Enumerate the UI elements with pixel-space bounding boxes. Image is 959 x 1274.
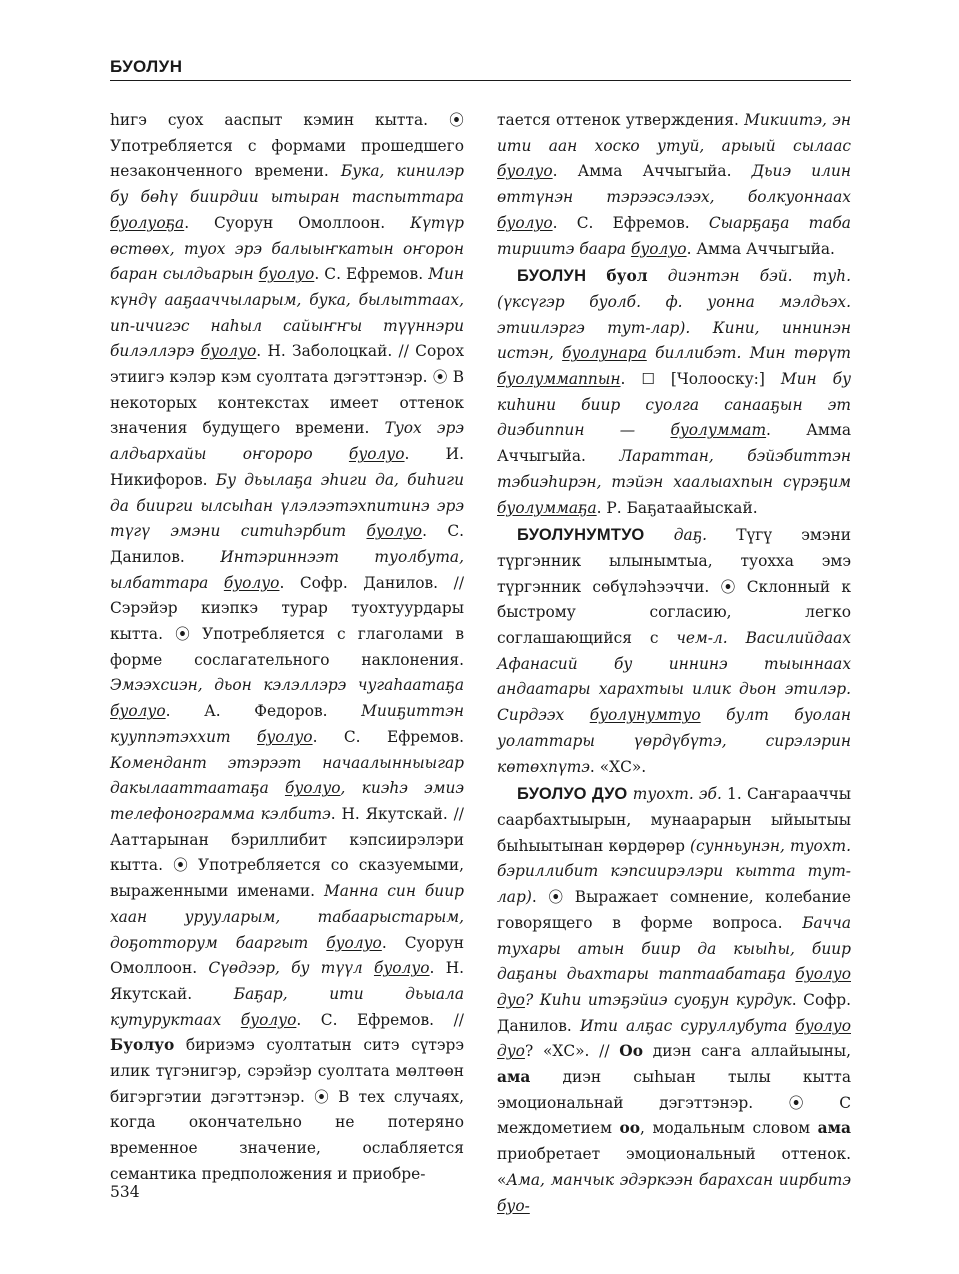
- body-text: В тех случаях, когда окончательно не потеряно временное значение, ослабляется семантика предположения и приобре-: [110, 1087, 465, 1183]
- body-text: [Чолооску:]: [654, 370, 781, 389]
- headword-form: буолуо: [200, 342, 257, 361]
- body-text: ? «ХС». //: [524, 1042, 620, 1061]
- headword-form: буолуо: [366, 522, 423, 541]
- example-text: булт буолан уолаттары үөрдүбүтэ, сирэлэрин көтөхпүтэ: [497, 706, 852, 776]
- body-text: . Амма Аччыгыйа.: [497, 421, 851, 466]
- bold-term: ама: [497, 1068, 531, 1087]
- body-text: [645, 526, 674, 544]
- example-text: Ити алҕас суруллубута: [579, 1016, 796, 1035]
- headword-form: буолуммат: [670, 421, 767, 440]
- marker-icon: ⦿: [448, 111, 464, 129]
- bold-term: ама: [817, 1119, 851, 1138]
- example-text: , киэһэ эмиэ телефонограмма кэлбитэ: [110, 779, 465, 823]
- body-text: . И. Никифоров.: [110, 445, 464, 489]
- body-text: . «ХС».: [589, 757, 647, 776]
- headword-form: буолуммаҕа: [497, 498, 597, 517]
- example-text: Микиитэ, эн ити аан хоско утуй, арыый сылаас: [497, 111, 851, 155]
- example-text: Мииҕиттэн кууппэтэххит: [110, 702, 464, 746]
- example-text: Ама, манчык эдэркээн барахсан иирбитэ: [506, 1170, 851, 1189]
- body-text: . С. Ефремов. //: [296, 1010, 464, 1029]
- marker-icon: ⦿: [314, 1087, 330, 1106]
- bold-term: буол: [606, 267, 648, 286]
- example-text: Эмээхсиэн, дьон кэлэллэрэ чугаһаатаҕа: [110, 676, 464, 695]
- example-text: Бука, кинилэр бу бөһү биирдии ытыран таспыттара: [110, 162, 464, 207]
- headword-form: буолуо: [497, 162, 553, 181]
- headword-form: буолуоҕа: [110, 213, 185, 232]
- example-text: Интэриннээт туолбута, ылбаттара: [110, 547, 464, 592]
- body-text: Выражает сомнение, колебание говорящего в форме вопроса.: [497, 888, 851, 932]
- body-text: . Амма Аччыгыйа.: [552, 162, 752, 181]
- body-text: Употребляется с глаголами в форме сослагательного наклонения.: [110, 625, 464, 669]
- body-text: 1. Саҥарааччы саарбахтыырын, мунаарарын ыйыытыы быһыытынан көрдөрөр: [497, 785, 851, 855]
- headword-form: буолуо: [223, 573, 280, 592]
- headword-form: буолуо: [373, 959, 430, 978]
- example-text: биллибэт. Мин төрүт: [646, 344, 851, 363]
- headword-form: буолуо дуо: [497, 965, 851, 1009]
- headword-form: буолуо: [256, 727, 313, 746]
- right-column-paragraph: [497, 264, 851, 521]
- body-text: Употребляется с формами прошедшего незаконченного времени.: [110, 136, 464, 181]
- bold-term: оо: [619, 1119, 640, 1138]
- running-header-title: БУОЛУН: [110, 57, 183, 76]
- body-text: . Н. Якутскай.: [110, 959, 465, 1003]
- body-text: . А. Федоров.: [165, 702, 362, 721]
- headword-form: буолунара: [562, 344, 647, 363]
- example-text: Манна син биир хаан урууларым, табаарыстарым, доҕотторум бааргыт: [110, 882, 464, 952]
- headword-form: буолуо: [326, 933, 382, 952]
- body-text: приобретает эмоциональный оттенок. «: [497, 1145, 851, 1189]
- example-text: Баччa тухары атын биир да кыыһы, биир даҕаны дьахтары таптаабатаҕа: [497, 913, 851, 984]
- body-text: бириэмэ суолтатын ситэ сүтэрэ илик түгэнигэр, сэрэйэр суолтата мөлтөөн бигэргэтии дэгэттэнэр.: [110, 1036, 464, 1106]
- example-text: даҕ.: [673, 526, 708, 545]
- body-text: Склонный к быстрому согласию, легко соглашающийся с: [497, 577, 851, 648]
- body-text: диэн саҥа аллайыыны,: [642, 1042, 851, 1061]
- body-text: В некоторых контекстах имеет оттенок значения будущего времени.: [110, 368, 465, 438]
- marker-icon: ⦿: [788, 1093, 804, 1112]
- headword-form: буолуммаппын: [497, 370, 621, 389]
- example-text: Лараттан, бэйэбиттэн тэбиэһирэн, тэйэн хаалыахпын сүрэҕим: [497, 447, 851, 491]
- left-column: [110, 108, 464, 1188]
- example-text: (сунньунэн, туохт. бэриллибит кэпсиирэлэри кытта тут-лар): [497, 836, 851, 907]
- marker-icon: ⦿: [720, 577, 736, 596]
- body-text: [586, 267, 606, 285]
- body-text: . Суорун Омоллоон.: [184, 213, 411, 232]
- body-text: . Н. Якутскай. // Ааттарынан бэриллибит кэпсиирэлэри кытта.: [110, 804, 464, 875]
- example-text: диэнтэн бэй. туһ. (үксүгэр буолб. ф. уонна мэлдьэх. этиилэргэ тут-лар). Кини, иннинэн истэн,: [497, 267, 851, 363]
- example-text: туохт. эб.: [632, 785, 722, 804]
- body-text: диэн сыһыан тылы кытта эмоциональнай дэгэттэнэр.: [497, 1068, 851, 1112]
- body-text: Употребляется со сказуемыми, выраженными именами.: [110, 856, 465, 901]
- marker-icon: ⦿: [172, 856, 188, 875]
- entry-headword: БУОЛУО ДУО: [517, 785, 628, 804]
- body-text: Түгү эмэни түргэнник ылынымтыа, туохха эмэ түргэнник сөбүлэһээччи.: [497, 526, 851, 596]
- right-column-paragraph: [497, 782, 851, 1219]
- body-text: . Суорун Омоллоон.: [110, 933, 464, 978]
- marker-icon: ⦿: [432, 368, 448, 387]
- headword-form: буолуо: [497, 213, 553, 232]
- headword-form: буо-: [497, 1196, 530, 1215]
- marker-icon: ☐: [641, 370, 655, 389]
- example-text: чем-л. Василийдаах Афанасий бу иннинэ тыыннаах андаатары харахтыы илик дьон этилэр. Сирдээх: [497, 629, 851, 725]
- right-column-paragraph: [497, 108, 851, 262]
- body-text: һигэ суох ааспыт кэмин кытта.: [110, 111, 449, 129]
- example-text: ? Киһи итэҕэйиэ суоҕун курдук: [524, 990, 792, 1009]
- example-text: Дьиэ илин өттүнэн тэрээсэлээх, болкуоннаах: [497, 162, 851, 207]
- example-text: Күтүр өстөөх, туох эрэ балыыҥкатын оҥорон баран сылдьарын: [110, 213, 464, 284]
- body-text: [648, 267, 668, 285]
- headword-form: буолуо дуо: [497, 1016, 851, 1061]
- body-text: . Софр. Данилов. // Сэрэйэр киэпкэ турар туохтуурдары кытта.: [110, 573, 464, 644]
- example-text: Сүөдээр, бу түүл: [208, 959, 374, 978]
- body-text: . С. Данилов.: [110, 522, 465, 566]
- headword-form: буолунумтуо: [589, 706, 701, 725]
- example-text: Сыарҕаҕа таба тириитэ баара: [497, 213, 851, 258]
- body-text: .: [531, 888, 549, 907]
- right-column-paragraph: [497, 523, 851, 780]
- marker-icon: ⦿: [548, 888, 564, 907]
- bold-term: Буолуо: [110, 1036, 175, 1055]
- example-text: Бу дьылаҕа эһиги да, биһиги да биирги ылсыһан үлэлээтэхпитинэ эрэ түгү эмэни ситиһэрбит: [110, 470, 464, 541]
- body-text: тается оттенок утверждения.: [497, 111, 745, 129]
- right-column: [497, 108, 851, 1219]
- entry-headword: БУОЛУНУМТУО: [517, 526, 645, 545]
- example-text: Баҕар, ити дьыала кутуруктаах: [110, 984, 465, 1029]
- body-text: . С. Ефремов.: [314, 265, 429, 284]
- body-text: . Амма Аччыгыйа.: [686, 239, 835, 258]
- body-text: . С. Ефремов.: [312, 727, 464, 746]
- headword-form: буолуо: [110, 702, 166, 721]
- headword-form: буолуо: [284, 779, 341, 798]
- left-column-paragraph: [110, 108, 464, 1188]
- body-text: . Н. Заболоцкай. // Сорох этиигэ кэлэр кэм суолтата дэгэттэнэр.: [110, 342, 465, 387]
- headword-form: буолуо: [348, 445, 405, 464]
- bold-term: Оо: [619, 1042, 643, 1061]
- example-text: Мин күндү ааҕааччыларым, бука, былыттаах, ип-ичигэс наһыл сайыҥҥы түүннэри билэллэрэ: [110, 265, 464, 361]
- body-text: С междометием: [497, 1093, 851, 1138]
- page-number: 534: [110, 1183, 140, 1201]
- body-text: . Софр. Данилов.: [497, 990, 851, 1035]
- example-text: Туох эрэ алдьархайы оҥорорo: [110, 419, 465, 464]
- body-text: . Р. Баҕатаайыскай.: [596, 498, 758, 517]
- marker-icon: ⦿: [175, 625, 191, 644]
- entry-headword: БУОЛУН: [517, 267, 587, 286]
- header-rule: [110, 80, 851, 81]
- body-text: . С. Ефремов.: [552, 213, 709, 232]
- headword-form: буолуо: [258, 265, 315, 284]
- headword-form: буолуо: [240, 1010, 297, 1029]
- running-header: [110, 57, 851, 77]
- body-text: , модальным словом: [640, 1119, 818, 1138]
- example-text: Комендант этэрээт начаалынныыгар дакылааттаатаҕа: [110, 753, 464, 798]
- example-text: Мин бу киһини биир суолга санааҕын эт диэбиппин —: [497, 370, 851, 440]
- body-text: .: [620, 370, 642, 389]
- headword-form: буолуо: [630, 239, 687, 258]
